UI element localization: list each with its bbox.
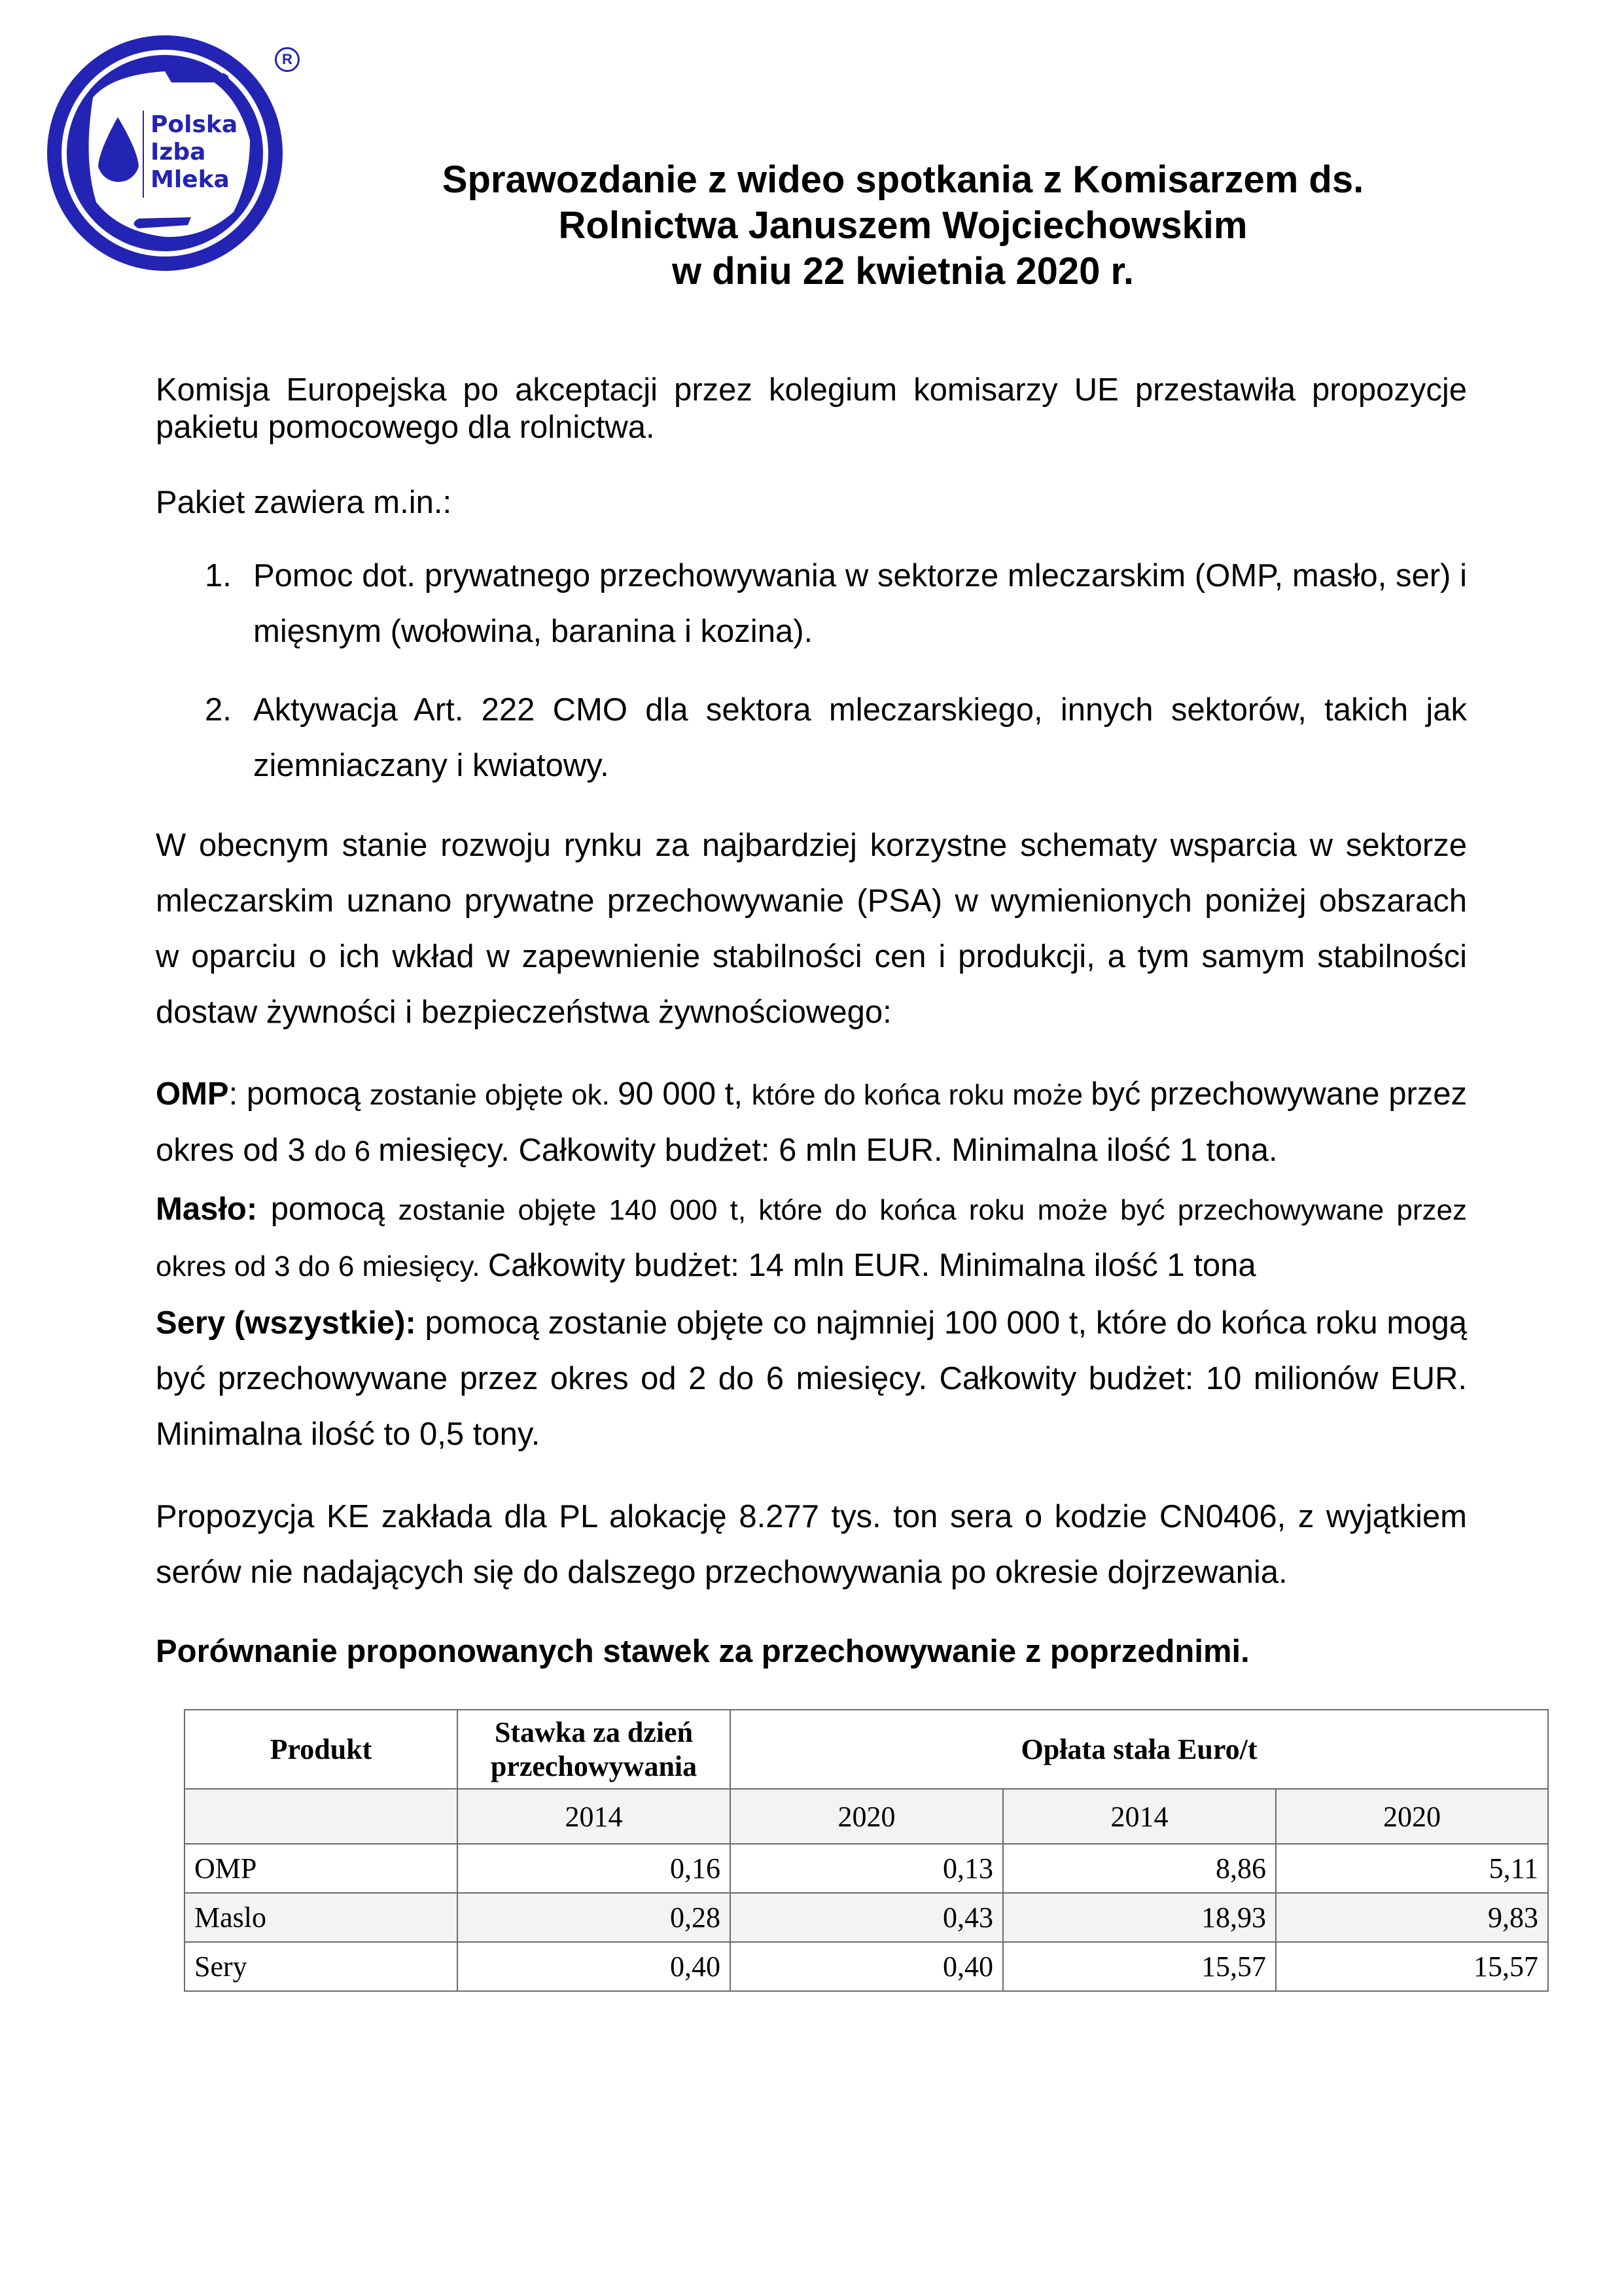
value-cell: 9,83 [1276,1893,1548,1942]
value-cell: 0,13 [730,1844,1003,1893]
table-header-row [185,1710,1548,1789]
table-years-row [185,1789,1548,1844]
package-list [156,548,1467,817]
table-row [185,1942,1548,1991]
omp-label: OMP [156,1076,229,1112]
logo-line-2: Izba [150,139,206,166]
title-line-1: Sprawozdanie z wideo spotkania z Komisarzem ds. [442,158,1364,201]
year-cell: 2020 [1276,1789,1548,1844]
header-fixed-fee: Opłata stała Euro/t [730,1710,1548,1789]
psa-paragraph: W obecnym stanie rozwoju rynku za najbardziej korzystne schematy wsparcia w sektorze mleczarskim uznano prywatne przechowywanie (PSA) w wymienionych poniżej obszarach w oparciu o ich wkład w zapewnienie stabilności cen i produkcji, a tym samym stabilności dostaw żywności i bezpieczeństwa żywnościowego: [156,828,1467,1030]
rates-table [184,1709,1549,1992]
value-cell: 15,57 [1276,1942,1548,1991]
list-item [156,682,1467,794]
registered-trademark-icon: R [275,47,300,72]
product-cell: Maslo [185,1893,457,1942]
proposal-paragraph: Propozycja KE zakłada dla PL alokację 8.277 tys. ton sera o kodzie CN0406, z wyjątkiem serów nie nadających się do dalszego przechowywania po okresie dojrzewania. [156,1499,1467,1590]
list-item [156,548,1467,660]
value-cell: 18,93 [1003,1893,1276,1942]
header-daily-rate: Stawka za dzień przechowywania [457,1710,730,1789]
maslo-paragraph: Masło: pomocą zostanie objęte 140 000 t, które do końca roku może być przechowywane przez okres od 3 do 6 miesięcy. Całkowity budżet: 14 mln EUR. Minimalna ilość 1 tona [156,1192,1467,1283]
header-product: Produkt [185,1710,457,1789]
value-cell: 0,40 [730,1942,1003,1991]
sery-paragraph: Sery (wszystkie): pomocą zostanie objęte co najmniej 100 000 t, które do końca roku mogą być przechowywane przez okres od 2 do 6 miesięcy. Całkowity budżet: 10 milionów EUR. Minimalna ilość to 0,5 tony. [156,1305,1467,1452]
year-cell: 2020 [730,1789,1003,1844]
table-row [185,1844,1548,1893]
list-item-text: Aktywacja Art. 222 CMO dla sektora mleczarskiego, innych sektorów, takich jak ziemniaczany i kwiatowy. [253,692,1467,783]
title-line-2: Rolnictwa Januszem Wojciechowskim [558,204,1248,247]
sery-label: Sery (wszystkie): [156,1305,416,1341]
package-label: Pakiet zawiera m.in.: [156,485,452,520]
intro-paragraph: Komisja Europejska po akceptacji przez kolegium komisarzy UE przestawiła propozycje pakietu pomocowego dla rolnictwa. [156,372,1467,445]
page-title [327,157,1479,294]
value-cell: 15,57 [1003,1942,1276,1991]
table-row [185,1893,1548,1942]
value-cell: 0,16 [457,1844,730,1893]
value-cell: 5,11 [1276,1844,1548,1893]
value-cell: 0,28 [457,1893,730,1942]
comparison-heading: Porównanie proponowanych stawek za przechowywanie z poprzednimi. [156,1634,1250,1669]
year-cell: 2014 [457,1789,730,1844]
year-cell [185,1789,457,1844]
maslo-label: Masło: [156,1192,258,1227]
list-item-text: Pomoc dot. prywatnego przechowywania w sektorze mleczarskim (OMP, masło, ser) i mięsnym (wołowina, baranina i kozina). [253,558,1467,649]
logo-line-3: Mleka [150,166,230,193]
value-cell: 8,86 [1003,1844,1276,1893]
logo-text [150,111,238,194]
list-item-number: 1. [205,558,232,593]
value-cell: 0,43 [730,1893,1003,1942]
logo-line-1: Polska [150,111,238,138]
value-cell: 0,40 [457,1942,730,1991]
product-cell: Sery [185,1942,457,1991]
list-item-number: 2. [205,692,232,728]
title-line-3: w dniu 22 kwietnia 2020 r. [672,250,1134,292]
product-cell: OMP [185,1844,457,1893]
omp-paragraph: OMP: pomocą zostanie objęte ok. 90 000 t, które do końca roku może być przechowywane przez okres od 3 do 6 miesięcy. Całkowity budżet: 6 mln EUR. Minimalna ilość 1 tona. [156,1076,1468,1168]
year-cell: 2014 [1003,1789,1276,1844]
